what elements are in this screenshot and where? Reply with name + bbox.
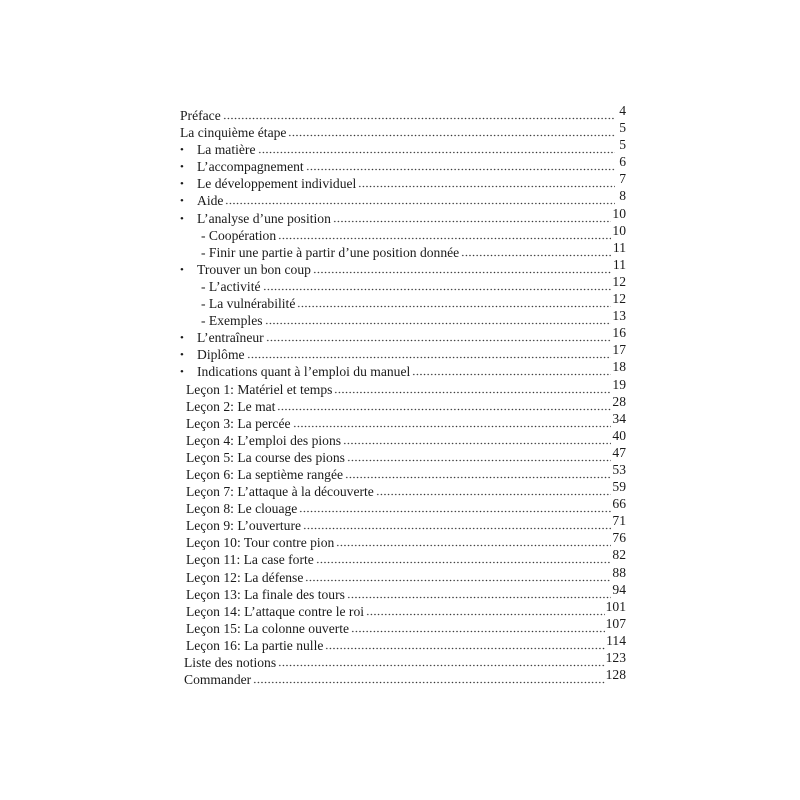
toc-entry — [180, 154, 626, 175]
toc-entry-label: Leçon 8: Le clouage — [186, 501, 298, 517]
table-of-contents — [180, 103, 626, 688]
dot-leader — [306, 159, 615, 171]
bullet-icon: • — [180, 161, 184, 174]
toc-entry-label: La matière — [197, 142, 256, 158]
toc-entry — [180, 137, 626, 158]
toc-entry-page-number: 7 — [619, 171, 626, 187]
toc-entry — [180, 359, 626, 380]
toc-entry — [180, 308, 626, 329]
toc-entry-page-number: 6 — [619, 154, 626, 170]
toc-entry — [180, 547, 626, 568]
toc-entry-label: Diplôme — [197, 347, 245, 363]
toc-entry-label: Leçon 11: La case forte — [186, 552, 314, 568]
toc-entry-label: - La vulnérabilité — [201, 296, 296, 312]
toc-entry-label: Leçon 9: L’ouverture — [186, 518, 302, 534]
toc-entry-label: Leçon 15: La colonne ouverte — [186, 620, 350, 636]
toc-entry — [180, 188, 626, 209]
toc-entry-label: Trouver un bon coup — [197, 261, 311, 277]
bullet-icon: • — [180, 144, 184, 157]
dot-leader — [305, 570, 611, 582]
toc-entry-label: La cinquième étape — [180, 125, 287, 141]
toc-entry-page-number: 12 — [612, 273, 626, 289]
toc-entry-page-number: 5 — [619, 120, 626, 136]
dot-leader — [293, 416, 612, 428]
dot-leader — [265, 313, 612, 325]
bullet-icon: • — [180, 212, 184, 225]
toc-entry-page-number: 10 — [612, 205, 626, 221]
dot-leader — [376, 484, 612, 496]
dot-leader — [343, 433, 611, 445]
toc-entry-page-number: 53 — [612, 461, 626, 477]
dot-leader — [412, 364, 611, 376]
toc-entry-page-number: 107 — [605, 615, 626, 631]
toc-entry-page-number: 114 — [606, 632, 626, 648]
toc-entry-page-number: 11 — [612, 239, 626, 255]
toc-entry-page-number: 82 — [612, 547, 626, 563]
toc-entry — [180, 171, 626, 192]
toc-entry — [180, 325, 626, 346]
toc-entry-label: Leçon 10: Tour contre pion — [186, 535, 335, 551]
toc-entry-page-number: 123 — [605, 650, 626, 665]
toc-entry-label: Leçon 5: La course des pions — [186, 449, 345, 465]
toc-entry — [180, 530, 626, 551]
toc-entry-label: Leçon 1: Matériel et temps — [186, 381, 333, 397]
toc-entry-page-number: 5 — [619, 137, 626, 153]
toc-entry-label: Commander — [184, 672, 252, 688]
toc-entry-label: Préface — [180, 108, 221, 123]
toc-entry — [180, 291, 626, 312]
toc-entry-label: - L’activité — [201, 278, 261, 294]
toc-entry — [180, 273, 626, 295]
dot-leader — [325, 638, 605, 650]
toc-entry-page-number: 88 — [612, 564, 626, 580]
toc-entry — [180, 461, 626, 483]
toc-entry-page-number: 12 — [612, 291, 626, 307]
toc-entry — [180, 632, 626, 654]
dot-leader — [277, 399, 611, 411]
toc-entry-page-number: 11 — [612, 256, 626, 272]
dot-leader — [253, 672, 604, 684]
toc-entry-page-number: 47 — [612, 444, 626, 460]
toc-entry-page-number: 17 — [612, 342, 626, 358]
toc-entry — [180, 393, 626, 415]
toc-entry — [180, 496, 626, 517]
toc-entry-page-number: 16 — [612, 325, 626, 341]
dot-leader — [347, 587, 611, 599]
dot-leader — [334, 382, 611, 394]
toc-entry-label: L’accompagnement — [197, 159, 304, 175]
toc-entry-page-number: 28 — [612, 393, 626, 409]
dot-leader — [303, 518, 611, 530]
dot-leader — [313, 262, 612, 274]
dot-leader — [247, 347, 612, 359]
toc-entry-label: Leçon 16: La partie nulle — [186, 637, 324, 653]
dot-leader — [278, 655, 604, 667]
toc-entry — [180, 222, 626, 244]
toc-entry-label: L’entraîneur — [197, 330, 264, 346]
toc-entry-label: Leçon 6: La septième rangée — [186, 466, 344, 482]
toc-entry — [180, 444, 626, 466]
toc-entry — [180, 650, 626, 671]
toc-entry — [180, 564, 626, 586]
toc-entry-label: Leçon 4: L’emploi des pions — [186, 432, 342, 448]
toc-entry-page-number: 128 — [605, 667, 626, 683]
toc-entry-label: - Coopération — [201, 227, 277, 243]
toc-entry — [180, 120, 626, 141]
toc-entry — [180, 376, 626, 398]
toc-entry-label: Leçon 12: La défense — [186, 569, 304, 585]
dot-leader — [351, 621, 605, 633]
bullet-icon: • — [180, 263, 184, 276]
toc-entry-page-number: 101 — [605, 598, 626, 614]
toc-entry-page-number: 19 — [612, 376, 626, 392]
dot-leader — [347, 450, 611, 462]
toc-entry — [180, 342, 626, 363]
toc-entry — [180, 205, 626, 227]
dot-leader — [266, 330, 612, 342]
toc-entry-label: Leçon 13: La finale des tours — [186, 586, 345, 602]
dot-leader — [278, 228, 611, 240]
toc-entry-page-number: 94 — [612, 581, 626, 597]
toc-entry — [180, 410, 626, 432]
dot-leader — [345, 467, 611, 479]
toc-entry-label: Leçon 2: Le mat — [186, 398, 276, 414]
bullet-icon: • — [180, 332, 184, 345]
dot-leader — [461, 245, 612, 257]
dot-leader — [223, 108, 615, 120]
toc-entry-page-number: 59 — [612, 479, 626, 495]
dot-leader — [316, 552, 612, 564]
toc-entry — [180, 256, 626, 278]
toc-entry — [180, 615, 626, 637]
bullet-icon: • — [180, 349, 184, 362]
toc-entry — [180, 103, 626, 124]
dot-leader — [358, 176, 615, 188]
toc-entry-label: - Finir une partie à partir d’une position donnée — [201, 244, 460, 260]
dot-leader — [366, 604, 605, 616]
toc-entry-label: Le développement individuel — [197, 176, 357, 192]
toc-entry — [180, 581, 626, 603]
bullet-icon: • — [180, 195, 184, 208]
toc-entry-label: Leçon 7: L’attaque à la découverte — [186, 484, 374, 500]
toc-entry — [180, 479, 626, 500]
toc-entry-page-number: 4 — [619, 103, 626, 118]
toc-entry-page-number: 34 — [612, 410, 626, 426]
dot-leader — [263, 279, 612, 291]
dot-leader — [333, 211, 612, 223]
toc-entry-label: - Exemples — [201, 313, 263, 329]
toc-entry-label: Leçon 3: La percée — [186, 415, 291, 431]
dot-leader — [336, 535, 611, 547]
toc-entry — [180, 427, 626, 449]
dot-leader — [297, 296, 611, 308]
toc-entry-label: Liste des notions — [184, 655, 277, 670]
toc-entry-label: Leçon 14: L’attaque contre le roi — [186, 603, 365, 619]
dot-leader — [258, 142, 616, 154]
toc-entry-page-number: 18 — [612, 359, 626, 375]
toc-entry-label: Indications quant à l’emploi du manuel — [197, 364, 411, 380]
toc-entry-page-number: 66 — [612, 496, 626, 512]
dot-leader — [288, 125, 615, 137]
toc-entry-page-number: 10 — [612, 222, 626, 238]
dot-leader — [225, 193, 615, 205]
dot-leader — [299, 501, 611, 513]
bullet-icon: • — [180, 178, 184, 191]
toc-entry — [180, 598, 626, 620]
toc-entry-page-number: 40 — [612, 427, 626, 443]
toc-entry — [180, 239, 626, 261]
toc-entry — [180, 667, 626, 688]
bullet-icon: • — [180, 366, 184, 379]
toc-entry — [180, 513, 626, 534]
toc-entry-page-number: 8 — [619, 188, 626, 204]
toc-entry-label: Aide — [197, 193, 224, 209]
toc-entry-label: L’analyse d’une position — [197, 210, 331, 226]
toc-entry-page-number: 13 — [612, 308, 626, 324]
toc-entry-page-number: 76 — [612, 530, 626, 546]
toc-entry-page-number: 71 — [612, 513, 626, 529]
